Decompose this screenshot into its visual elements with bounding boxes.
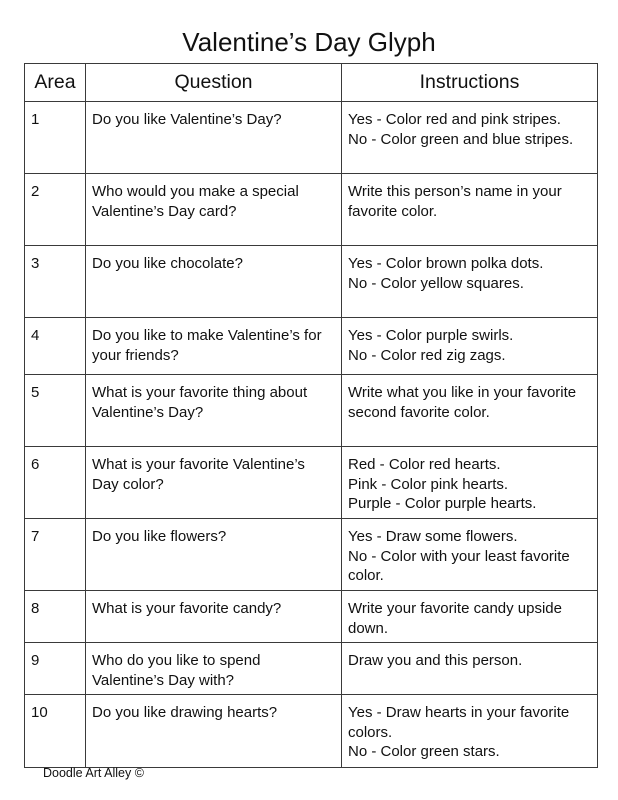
table-row	[25, 246, 598, 318]
instruction-line: Pink - Color pink hearts.	[348, 475, 509, 493]
header-area: Area	[25, 64, 86, 102]
instruction-line: No - Color red zig zags.	[348, 346, 506, 364]
instruction-line: favorite color.	[348, 202, 438, 220]
instructions-cell	[342, 174, 598, 246]
question-cell	[86, 246, 342, 318]
question-cell	[86, 318, 342, 375]
instruction-line: down.	[348, 619, 389, 637]
question-line: Valentine’s Day card?	[92, 202, 237, 220]
instructions-cell	[342, 519, 598, 591]
question-line: Do you like flowers?	[92, 528, 227, 545]
footer-credit: Doodle Art Alley ©	[43, 766, 144, 780]
header-question: Question	[86, 64, 342, 102]
question-cell	[86, 643, 342, 695]
area-number: 8	[25, 591, 86, 643]
instruction-line: Yes - Color brown polka dots.	[348, 255, 544, 272]
question-cell	[86, 519, 342, 591]
instructions-cell	[342, 591, 598, 643]
instruction-line: Write this person’s name in your	[348, 183, 562, 200]
question-line: Day color?	[92, 475, 164, 493]
table-row	[25, 318, 598, 375]
page-title: Valentine’s Day Glyph	[182, 27, 436, 57]
table-header-row	[25, 64, 598, 102]
table-row	[25, 519, 598, 591]
question-cell	[86, 375, 342, 447]
table-row	[25, 174, 598, 246]
instructions-cell	[342, 102, 598, 174]
instruction-line: No - Color green stars.	[348, 743, 500, 760]
header-instructions: Instructions	[342, 64, 598, 102]
area-number: 5	[25, 375, 86, 447]
table-row	[25, 447, 598, 519]
table-row	[25, 695, 598, 768]
area-number: 3	[25, 246, 86, 318]
question-cell	[86, 102, 342, 174]
area-number: 9	[25, 643, 86, 695]
instruction-line: Yes - Draw some flowers.	[348, 528, 518, 545]
instruction-line: Yes - Draw hearts in your favorite	[348, 704, 570, 721]
instruction-line: No - Color with your least favorite	[348, 547, 570, 565]
question-cell	[86, 695, 342, 768]
question-line: Who would you make a special	[92, 183, 299, 200]
glyph-table	[24, 63, 598, 768]
question-cell	[86, 447, 342, 519]
instructions-cell	[342, 695, 598, 768]
table-row	[25, 102, 598, 174]
question-line: What is your favorite thing about	[92, 384, 308, 401]
instruction-line: Write what you like in your favorite	[348, 384, 577, 401]
instruction-line: second favorite color.	[348, 403, 490, 421]
question-line: What is your favorite Valentine’s	[92, 456, 305, 473]
question-cell	[86, 591, 342, 643]
question-line: Who do you like to spend	[92, 652, 261, 669]
table-row	[25, 375, 598, 447]
question-line: What is your favorite candy?	[92, 600, 282, 617]
question-line: Do you like chocolate?	[92, 255, 243, 272]
instructions-cell	[342, 375, 598, 447]
question-line: Do you like to make Valentine’s for	[92, 327, 322, 344]
area-number: 7	[25, 519, 86, 591]
instruction-line: color.	[348, 567, 384, 584]
instruction-line: No - Color green and blue stripes.	[348, 130, 574, 148]
question-line: your friends?	[92, 346, 179, 364]
instruction-line: Yes - Color red and pink stripes.	[348, 111, 561, 128]
question-line: Do you like drawing hearts?	[92, 704, 278, 721]
table-row	[25, 591, 598, 643]
instructions-cell	[342, 643, 598, 695]
instruction-line: Purple - Color purple hearts.	[348, 495, 537, 512]
instructions-cell	[342, 246, 598, 318]
question-line: Valentine’s Day with?	[92, 671, 235, 689]
instruction-line: Red - Color red hearts.	[348, 456, 501, 473]
table-row	[25, 643, 598, 695]
instruction-line: Write your favorite candy upside	[348, 600, 562, 617]
question-cell	[86, 174, 342, 246]
question-line: Valentine’s Day?	[92, 403, 204, 421]
area-number: 6	[25, 447, 86, 519]
instruction-line: colors.	[348, 723, 393, 741]
area-number: 2	[25, 174, 86, 246]
instruction-line: Draw you and this person.	[348, 652, 523, 669]
area-number: 1	[25, 102, 86, 174]
instructions-cell	[342, 447, 598, 519]
instruction-line: No - Color yellow squares.	[348, 274, 524, 292]
area-number: 10	[25, 695, 86, 768]
instructions-cell	[342, 318, 598, 375]
area-number: 4	[25, 318, 86, 375]
question-line: Do you like Valentine’s Day?	[92, 111, 282, 128]
instruction-line: Yes - Color purple swirls.	[348, 327, 514, 344]
